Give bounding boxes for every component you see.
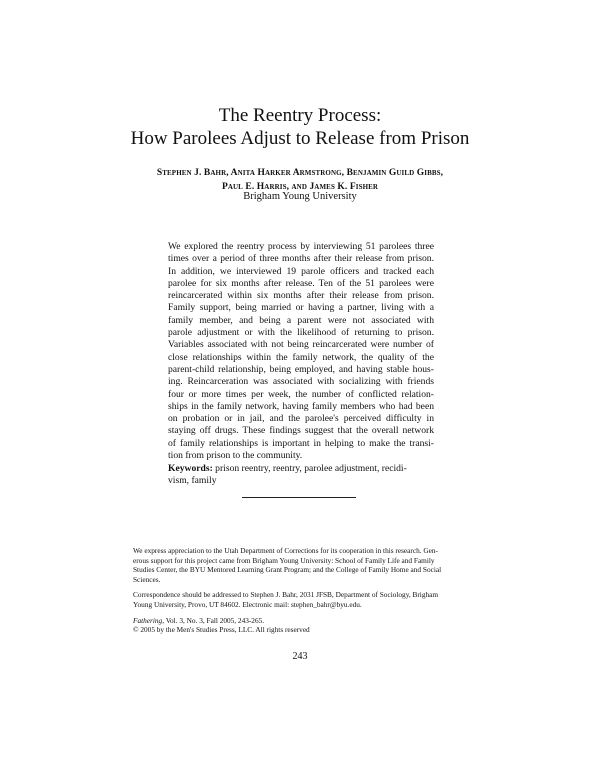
footnotes [133,546,469,635]
title-line-1: The Reentry Process: [218,105,382,126]
acknowledgment-line: Studies Center, the BYU Mentored Learning Grant Program; and the College of Family Home and Social [133,565,442,575]
abstract [168,241,434,462]
correspondence-line: Correspondence should be addressed to Stephen J. Bahr, 2031 JFSB, Department of Sociology, Brigham [133,590,439,600]
abstract-line: close relationships within the family network, the quality of the [168,351,434,363]
title-line-2: How Parolees Adjust to Release from Prison [130,128,470,149]
journal-name: Fathering [133,615,163,625]
acknowledgment-line: Sciences. [133,574,161,584]
abstract-line: ships in the family network, having family members who had been [168,400,434,412]
abstract-line: Family support, being married or having a partner, living with a [168,302,434,314]
correspondence-line: Young University, Provo, UT 84602. Electronic mail: stephen_bahr@byu.edu. [133,599,362,609]
keywords-text: prison reentry, reentry, parolee adjustment, recidi- [215,463,407,474]
abstract-line: family member, and being a parent were not associated with [168,314,434,326]
abstract-line: In addition, we interviewed 19 parole officers and tracked each [168,265,434,277]
abstract-line: Variables associated with not being reincarcerated were number of [168,339,434,351]
abstract-line: four or more times per week, the number of conflicted relation- [168,388,434,400]
abstract-line: reincarcerated within six months after their release from prison. [168,290,434,302]
journal-details: , Vol. 3, No. 3, Fall 2005, 243-265. [162,615,265,625]
journal-citation [133,616,469,626]
abstract-line: We explored the reentry process by interviewing 51 parolees three [168,241,434,252]
acknowledgment-line: erous support for this project came from Brigham Young University: School of Family Life and Family [133,555,435,565]
section-divider [242,497,356,498]
abstract-line: staying off drugs. These findings suggest that the overall network [168,425,434,437]
abstract-line: times over a period of three months after their release from prison. [168,253,434,265]
abstract-line: parent-child relationship, being employed, and having stable hous- [168,363,434,375]
abstract-line: ing. Reincarceration was associated with socializing with friends [168,376,434,388]
abstract-line: on probation or in jail, and the parolee's perceived difficulty in [168,413,434,425]
abstract-line: tion from prison to the community. [168,450,303,462]
affiliation: Brigham Young University [243,191,357,202]
keywords [168,463,434,488]
copyright-notice: © 2005 by the Men's Studies Press, LLC. All rights reserved [133,625,310,635]
acknowledgment-line: We express appreciation to the Utah Department of Corrections for its cooperation in this research. Gen- [133,546,438,555]
abstract-line: of family relationships is important in helping to make the transi- [168,437,434,449]
authors-line-1: Stephen J. Bahr, Anita Harker Armstrong, Benjamin Guild Gibbs, [156,168,444,178]
page-number: 243 [292,651,308,662]
abstract-line: parolee for six months after release. Ten of the 51 parolees were [168,277,434,289]
keywords-label: Keywords: [168,463,213,474]
keywords-text-continued: vism, family [168,475,217,487]
abstract-line: parole adjustment or with the likelihood of returning to prison. [168,327,434,339]
paper-title [0,104,600,150]
authors-line-2: Paul E. Harris, and James K. Fisher [221,182,379,192]
